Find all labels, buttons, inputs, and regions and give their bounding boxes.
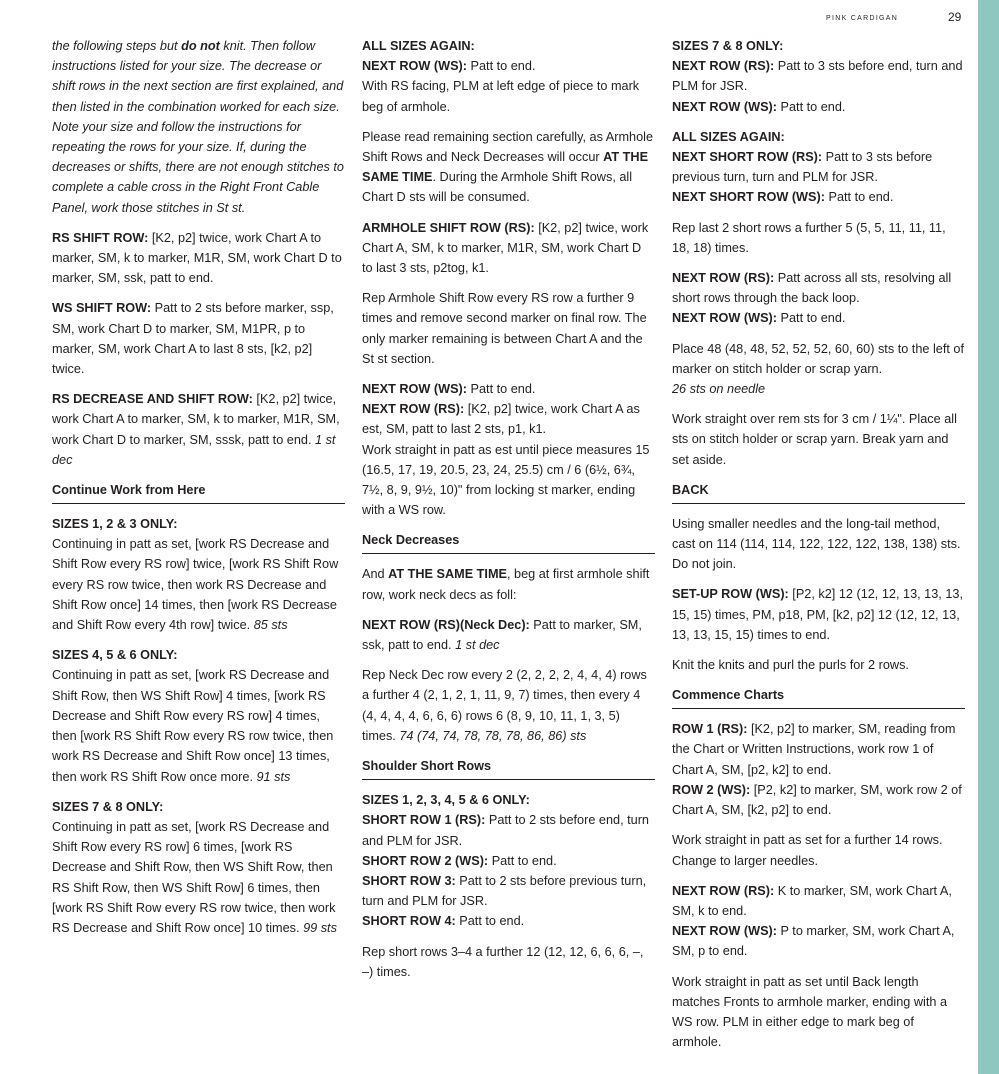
column-2 <box>362 36 655 992</box>
italic-run: 26 sts on needle <box>672 382 766 397</box>
next-rows <box>362 379 655 520</box>
text-run: knit. Then follow instructions listed for your size. The decrease or shift rows in the next section are first explained, and then listed in the combination worked for each size. Note your size and follow the instructions for repeating the rows for your size. If, during the decreases or shifts, there are not enough stitches to complete a cable cross in the Right Front Cable Panel, work those stitches in St st. <box>52 39 344 215</box>
section-heading-shoulder: Shoulder Short Rows <box>362 756 655 780</box>
bold-run: AT THE SAME TIME <box>388 567 507 582</box>
sizes-4-5-6 <box>52 645 345 786</box>
text-run: Work straight in patt as est until piece measures 15 (16.5, 17, 19, 20.5, 23, 24, 25.5) cm / 6 (6½, 6¾, 7½, 8, 9, 9½, 10)" from locking st marker, ending with a WS row. <box>362 442 650 518</box>
text-run: Work straight in patt as set until Back length matches Fronts to armhole marker, ending with a WS row. PLM in either edge to mark beg of armhole. <box>672 974 948 1050</box>
italic-run: 1 st dec <box>52 432 336 467</box>
bold-run: NEXT ROW (WS): <box>672 99 778 114</box>
text-run: [K2, p2] twice, work Chart A, SM, k to marker, M1R, SM, work Chart D to last 3 sts, p2tog, k1. <box>362 220 649 276</box>
rs-decrease-shift-row <box>52 389 345 470</box>
bold-run: SIZES 4, 5 & 6 ONLY: <box>52 648 178 663</box>
text-run: Rep Neck Dec row every 2 (2, 2, 2, 2, 4, 4, 4) rows a further 4 (2, 1, 2, 1, 11, 9, 7) times, then every 4 (4, 4, 4, 4, 6, 6, 6) rows 6 (8, 9, 10, 11, 1, 3, 5) times. <box>362 668 647 743</box>
set-up-row <box>672 584 965 645</box>
bold-run: SIZES 7 & 8 ONLY: <box>672 39 784 53</box>
text-run: Patt to end. <box>467 59 536 74</box>
next-rows-k-p <box>672 881 965 962</box>
bold-run: SHORT ROW 4: <box>362 914 456 929</box>
text-run: Patt to end. <box>455 914 525 929</box>
text-run: Please read remaining section carefully, as Armhole Shift Rows and Neck Decreases will occur <box>362 129 654 165</box>
intro-paragraph <box>52 36 345 218</box>
bold-run: NEXT SHORT ROW (RS): <box>672 150 823 165</box>
knit-knits <box>672 655 965 675</box>
text-run: [K2, p2] twice, work Chart A to marker, SM, k to marker, M1R, SM, work Chart D to marker, SM, sssk, patt to end. <box>52 392 340 447</box>
rows-1-2 <box>672 719 965 820</box>
bold-run: RS DECREASE AND SHIFT ROW: <box>52 392 253 407</box>
text-run: Patt across all sts, resolving all short rows through the back loop. <box>672 271 952 306</box>
text-run: Patt to 3 sts before end, turn and PLM for JSR. <box>672 59 963 94</box>
text-run: Patt to 2 sts before end, turn and PLM for JSR. <box>362 813 649 848</box>
section-heading-back: BACK <box>672 480 965 504</box>
text-run: Patt to 3 sts before previous turn, turn and PLM for JSR. <box>672 150 933 185</box>
text-run: Rep short rows 3–4 a further 12 (12, 12, 6, 6, 6, –, –) times. <box>362 944 644 979</box>
work-further-14 <box>672 830 965 870</box>
bold-run: ALL SIZES AGAIN: <box>672 129 785 144</box>
bold-run: ROW 2 (WS): <box>672 782 751 797</box>
text-run: [K2, p2] twice, work Chart A as est, SM, patt to last 2 sts, p1, k1. <box>362 402 640 437</box>
text-run: [K2, p2] twice, work Chart A to marker, SM, k to marker, M1R, SM, work Chart D to marker, SM, ssk, patt to end. <box>52 230 342 286</box>
bold-run: WS SHIFT ROW: <box>52 301 152 316</box>
text-run: With RS facing, PLM at left edge of piece to mark beg of armhole. <box>362 79 640 114</box>
text-run: K to marker, SM, work Chart A, SM, k to end. <box>672 883 952 918</box>
sizes-7-8 <box>52 797 345 938</box>
neck-same-time <box>362 564 655 604</box>
work-until-armhole <box>672 972 965 1053</box>
text-run: Continuing in patt as set, [work RS Decrease and Shift Row, then WS Shift Row] 4 times, [work RS Decrease and Shift Row every RS row] 4 times, then [work RS Shift Row every RS row twice, then work RS Decrease and Shift Row once] 13 times, then work RS Shift Row once more. <box>52 668 334 784</box>
text-run: Patt to end. <box>824 190 894 205</box>
rep-last-short-rows <box>672 218 965 258</box>
italic-run: 1 st dec <box>455 638 500 653</box>
text-run: , beg at first armhole shift row, work neck decs as foll: <box>362 567 650 602</box>
bold-run: NEXT ROW (WS): <box>362 382 468 397</box>
ws-shift-row <box>52 298 345 379</box>
text-run: . During the Armhole Shift Rows, all Chart D sts will be consumed. <box>362 170 633 205</box>
column-1 <box>52 36 345 948</box>
text-run: Rep Armhole Shift Row every RS row a further 9 times and remove second marker on final row. The only marker remaining is between Chart A and the St st section. <box>362 291 647 366</box>
place-sts-holder <box>672 339 965 400</box>
please-read-note <box>362 127 655 208</box>
running-head: PINK CARDIGAN <box>826 15 899 22</box>
work-straight-rem <box>672 409 965 470</box>
column-3 <box>672 36 965 1062</box>
bold-run: SHORT ROW 2 (WS): <box>362 853 489 868</box>
bold-run: ARMHOLE SHIFT ROW (RS): <box>362 220 535 235</box>
section-heading-neck: Neck Decreases <box>362 530 655 554</box>
text-run: Using smaller needles and the long-tail method, cast on 114 (114, 114, 122, 122, 122, 138, 138) sts. Do not join. <box>672 516 961 572</box>
bold-run: RS SHIFT ROW: <box>52 230 149 245</box>
italic-run: 91 sts <box>256 769 291 784</box>
text-run: Continuing in patt as set, [work RS Decrease and Shift Row every RS row] twice, [work RS Shift Row every RS row twice, then work RS Decrease and Shift Row once] 14 times, then [work RS Decrease and Shift Row every 4th row] twice. <box>52 537 339 633</box>
text-run: Work straight in patt as set for a further 14 rows. Change to larger needles. <box>672 833 943 868</box>
bold-run: SHORT ROW 3: <box>362 873 456 888</box>
bold-run: NEXT ROW (WS): <box>672 311 778 326</box>
text-run: [K2, p2] to marker, SM, reading from the Chart or Written Instructions, work row 1 of Chart A, SM, [p2, k2] to end. <box>672 722 956 777</box>
text-run: Patt to end. <box>467 382 536 397</box>
bold-run: SIZES 7 & 8 ONLY: <box>52 799 164 814</box>
bold-run: NEXT ROW (WS): <box>362 59 468 74</box>
bold-run: NEXT ROW (WS): <box>672 924 778 939</box>
text-run: Continuing in patt as set, [work RS Decrease and Shift Row every RS row] 6 times, [work RS Decrease and Shift Row, then WS Shift Row, then RS Shift Row, then WS Shift Row] 6 times, then [work RS Shift Row every RS row twice, then work RS Decrease and Shift Row once] 10 times. <box>52 819 336 935</box>
teal-edge-bar <box>978 0 999 1074</box>
all-sizes-again <box>362 36 655 117</box>
text-run: And <box>362 567 389 582</box>
bold-run: SET-UP ROW (WS): <box>672 587 789 602</box>
rep-neck-dec <box>362 665 655 746</box>
bold-run: NEXT SHORT ROW (WS): <box>672 190 825 205</box>
page-number: 29 <box>948 10 962 24</box>
bold-run: AT THE SAME TIME <box>362 150 649 185</box>
bold-run: do not <box>181 39 220 53</box>
bold-run: SIZES 1, 2 & 3 ONLY: <box>52 517 178 532</box>
text-run: Rep last 2 short rows a further 5 (5, 5, 11, 11, 11, 18, 18) times. <box>672 220 946 255</box>
italic-run: 74 (74, 74, 78, 78, 78, 86, 86) sts <box>399 728 587 743</box>
text-run: Patt to marker, SM, ssk, patt to end. <box>362 617 642 653</box>
text-run: Patt to 2 sts before marker, ssp, SM, work Chart D to marker, SM, M1PR, p to marker, SM, work Chart A to last 8 sts, [k2, p2] twice. <box>52 301 334 377</box>
armhole-shift-row <box>362 218 655 279</box>
bold-run: ROW 1 (RS): <box>672 722 748 737</box>
bold-run: ALL SIZES AGAIN: <box>362 39 475 53</box>
bold-run: SIZES 1, 2, 3, 4, 5 & 6 ONLY: <box>362 793 530 808</box>
bold-run: NEXT ROW (RS): <box>362 402 465 417</box>
text-run: Place 48 (48, 48, 52, 52, 52, 60, 60) sts to the left of marker on stitch holder or scrap yarn. <box>672 341 964 376</box>
text-run: P to marker, SM, work Chart A, SM, p to end. <box>672 924 955 959</box>
text-run: the following steps but <box>52 39 182 53</box>
sizes-7-8-short <box>672 36 965 117</box>
rs-shift-row <box>52 228 345 289</box>
rep-short-rows <box>362 942 655 982</box>
italic-run: 99 sts <box>303 920 337 935</box>
text-run: Work straight over rem sts for 3 cm / 1¼". Place all sts on stitch holder or scrap yarn. Break yarn and set aside. <box>672 412 957 467</box>
rep-armhole-shift <box>362 288 655 369</box>
short-rows <box>362 790 655 931</box>
text-run: [P2, k2] 12 (12, 12, 13, 13, 13, 15, 15) times, PM, p18, PM, [k2, p2] 12 (12, 12, 13, 13, 13, 15, 15) times to end. <box>672 587 963 642</box>
next-row-across <box>672 268 965 329</box>
text-run: Patt to end. <box>488 853 557 868</box>
text-run: Patt to end. <box>777 99 846 114</box>
bold-run: NEXT ROW (RS): <box>672 59 775 74</box>
italic-run: 85 sts <box>253 618 288 633</box>
text-run: Patt to end. <box>777 311 846 326</box>
bold-run: NEXT ROW (RS): <box>672 883 775 898</box>
bold-run: SHORT ROW 1 (RS): <box>362 813 486 828</box>
bold-run: NEXT ROW (RS)(Neck Dec): <box>362 617 530 632</box>
text-run: [P2, k2] to marker, SM, work row 2 of Chart A, SM, [k2, p2] to end. <box>672 782 962 818</box>
text-run: Knit the knits and purl the purls for 2 rows. <box>672 658 909 673</box>
text-run: Patt to 2 sts before previous turn, turn and PLM for JSR. <box>362 873 647 909</box>
sizes-1-2-3 <box>52 514 345 635</box>
section-heading-continue: Continue Work from Here <box>52 480 345 504</box>
neck-dec-row <box>362 615 655 655</box>
section-heading-charts: Commence Charts <box>672 685 965 709</box>
all-sizes-again-short <box>672 127 965 208</box>
bold-run: NEXT ROW (RS): <box>672 271 775 286</box>
cast-on <box>672 514 965 575</box>
